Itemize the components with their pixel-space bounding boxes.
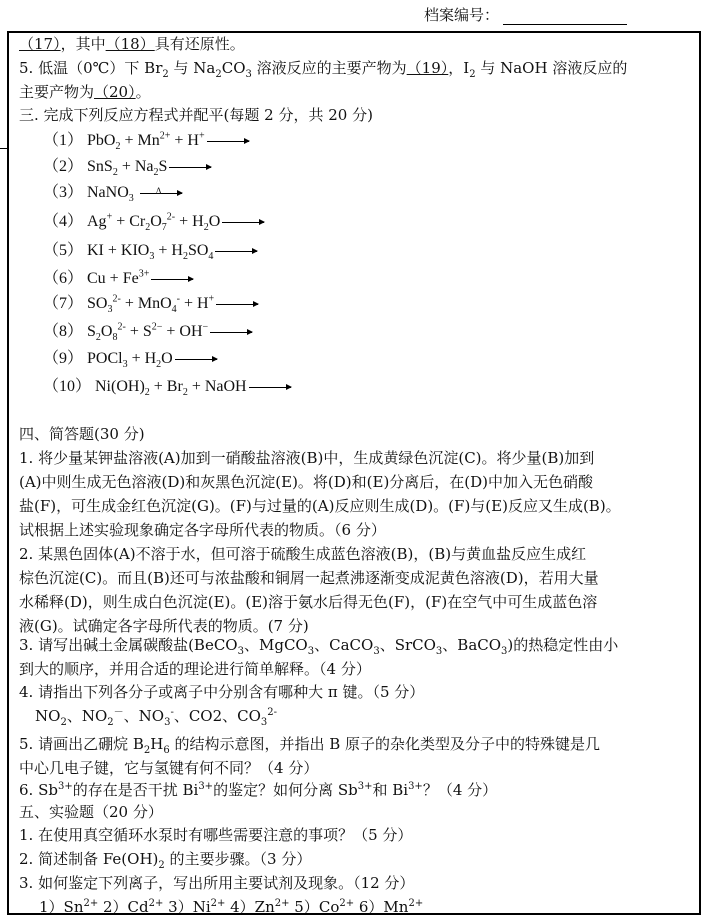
superscript: 2-	[267, 707, 278, 718]
text: 盐(F)，可生成金红色沉淀(G)。(F)与过量的(A)反应则生成(D)。(F)与(E)反应又生成(B)。	[19, 497, 621, 515]
subscript: 2	[215, 69, 222, 80]
section-4-line	[19, 658, 371, 680]
blank-18: （18）	[105, 35, 155, 53]
subscript: 2	[115, 141, 121, 153]
text: + Na	[117, 158, 154, 175]
superscript: 3+	[138, 268, 150, 280]
superscript: 2+	[210, 898, 226, 909]
subscript: 2	[144, 387, 150, 399]
section-4-line	[19, 733, 600, 755]
section-4-line	[19, 779, 497, 801]
text: 2. 某黑色固体(A)不溶于水，但可溶于硫酸生成蓝色溶液(B)，(B)与黄血盐反应生成红	[19, 545, 587, 563]
section-5-title: 五、实验题（20 分）	[19, 803, 163, 821]
text: 与 NaOH 溶液反应的	[475, 59, 628, 77]
reaction-arrow-icon	[207, 141, 249, 142]
text: 3. 请写出碱土金属碳酸盐(BeCO	[19, 636, 238, 654]
superscript: 2-	[117, 321, 126, 333]
question-5-line-1	[19, 57, 627, 79]
superscript: 2+	[408, 898, 424, 909]
superscript: 3+	[408, 781, 423, 792]
subscript: 4	[208, 251, 214, 263]
subscript: 2	[182, 387, 188, 399]
superscript: 2+	[339, 898, 355, 909]
subscript: 2	[203, 222, 209, 234]
section-4-line	[19, 471, 593, 493]
text: + H	[179, 295, 209, 312]
subscript: 2	[158, 860, 165, 871]
superscript: 2−	[151, 321, 163, 333]
answer-blank: （20）	[94, 83, 136, 101]
heat-symbol: Δ	[155, 185, 162, 196]
subscript: 2	[143, 745, 151, 756]
text: 3）Ni	[163, 898, 211, 916]
text: SO	[187, 242, 209, 259]
text: + NaOH	[187, 378, 247, 395]
text: 5）Co	[289, 898, 340, 916]
reaction-arrow-icon	[151, 279, 193, 280]
subscript: 3	[128, 193, 134, 205]
text: + H	[175, 213, 204, 230]
subscript: 6	[163, 745, 170, 756]
reaction-arrow-icon	[169, 167, 211, 168]
text: 5. 低温（0℃）下 Br	[19, 59, 163, 77]
text: 到大的顺序，并用合适的理论进行简单解释。（4 分）	[19, 660, 371, 678]
reaction-arrow-icon	[175, 359, 217, 360]
subscript: 2	[107, 717, 114, 728]
superscript: +	[208, 293, 215, 305]
text: （9） POCl	[43, 350, 123, 367]
text: 3. 如何鉴定下列离子，写出所用主要试剂及现象。（12 分）	[19, 874, 415, 892]
text: 棕色沉淀(C)。而且(B)还可与浓盐酸和铜屑一起煮沸逐渐变成泥黄色溶液(D)，若用大量	[19, 569, 599, 587]
text: 、CO2、CO	[173, 707, 261, 725]
text: （3） NaNO	[43, 184, 129, 201]
text: 中心几电子键，它与氢键有何不同？（4 分）	[19, 759, 319, 777]
text: ？（4 分）	[422, 781, 498, 799]
text: 液(G)。试确定各字母所代表的物质。(7 分)	[19, 617, 309, 635]
text: 、BaCO	[442, 636, 502, 654]
subscript: 3	[107, 304, 113, 316]
section-5-line	[39, 896, 423, 918]
section-4-line	[35, 705, 277, 727]
text: + H	[127, 350, 157, 367]
subscript: 3	[122, 359, 128, 371]
subscript: 3	[149, 251, 155, 263]
text: （10） Ni(OH)	[43, 378, 145, 395]
section-4-line	[19, 495, 621, 517]
archive-number	[424, 4, 627, 25]
section-4-line	[19, 591, 597, 613]
text: + OH	[162, 323, 203, 340]
subscript: 3	[237, 646, 244, 657]
equation-4	[43, 211, 264, 233]
text: 。	[135, 83, 151, 101]
text: （7） SO	[43, 295, 108, 312]
section-5-line	[19, 872, 414, 894]
text	[134, 184, 138, 201]
text: + Cr	[112, 213, 146, 230]
superscript: 2+	[148, 898, 164, 909]
subscript: 3	[307, 646, 315, 657]
section-4-line	[19, 447, 594, 469]
superscript: 2+	[274, 898, 290, 909]
subscript: 7	[161, 222, 167, 234]
text: 2）Cd	[98, 898, 149, 916]
subscript: 2	[469, 69, 476, 80]
answer-blank: （19）	[406, 59, 449, 77]
section-4-line	[19, 543, 586, 565]
text: + S	[125, 323, 152, 340]
text: ，I	[448, 59, 470, 77]
section-4-line	[19, 634, 618, 656]
reaction-arrow-icon	[215, 251, 257, 252]
text: 4）Zn	[225, 898, 275, 916]
equation-7	[43, 293, 258, 315]
section-4-title: 四、简答题(30 分)	[19, 425, 145, 443]
section-4-line	[19, 567, 599, 589]
text: 、NO	[123, 707, 165, 725]
question-5-line-2	[19, 81, 151, 103]
text: （8） S	[43, 323, 96, 340]
text: 1. 在使用真空循环水泵时有哪些需要注意的事项？（5 分）	[19, 826, 413, 844]
text: (A)中则生成无色溶液(D)和灰黑色沉淀(E)。将(D)和(E)分离后，在(D)中加入无色硝酸	[19, 473, 594, 491]
superscript: -	[170, 707, 174, 718]
text: 、SrCO	[379, 636, 436, 654]
reaction-arrow-icon	[249, 387, 291, 388]
equation-8	[43, 321, 252, 343]
text: 的鉴定？如何分离 Sb	[213, 781, 358, 799]
text: （1） PbO	[43, 132, 116, 149]
section-5-line	[19, 848, 311, 870]
section-3-title: 三. 完成下列反应方程式并配平(每题 2 分，共 20 分)	[19, 106, 373, 124]
text: 、NO	[66, 707, 108, 725]
reaction-arrow-icon	[140, 185, 182, 196]
equation-1	[43, 130, 249, 152]
text: 6. Sb	[19, 781, 58, 799]
exam-content-frame	[7, 31, 701, 915]
text: 2. 简述制备 Fe(OH)	[19, 850, 159, 868]
subscript: 2	[182, 251, 188, 263]
text: O	[208, 213, 221, 230]
equation-6	[43, 268, 193, 290]
archive-number-blank	[503, 8, 627, 25]
subscript: 3	[260, 717, 268, 728]
superscript: 2+	[159, 130, 171, 142]
text: （2） SnS	[43, 158, 113, 175]
text: 5. 请画出乙硼烷 B	[19, 735, 144, 753]
equation-10	[43, 376, 291, 398]
subscript: 2	[162, 69, 169, 80]
equation-3	[43, 182, 182, 204]
text: 6）Mn	[354, 898, 409, 916]
subscript: 2	[145, 222, 151, 234]
text: 与 Na	[168, 59, 216, 77]
section-4-line	[19, 519, 386, 541]
text: CO	[221, 59, 246, 77]
text: H	[150, 735, 164, 753]
subscript: 2	[153, 167, 159, 179]
subscript: 3	[245, 69, 252, 80]
text: （6） Cu + Fe	[43, 270, 139, 287]
subscript: 3	[164, 717, 171, 728]
reaction-arrow-icon	[222, 222, 264, 223]
archive-number-label: 档案编号：	[424, 6, 500, 24]
text: O	[100, 323, 113, 340]
text: 、CaCO	[314, 636, 374, 654]
subscript: 3	[501, 646, 508, 657]
superscript: -	[176, 293, 180, 305]
subscript: 2	[112, 167, 118, 179]
subscript: 8	[112, 332, 118, 344]
text: + MnO	[120, 295, 172, 312]
text: 、MgCO	[243, 636, 308, 654]
section-4-line	[19, 757, 318, 779]
text: （4） Ag	[43, 213, 107, 230]
text: + H	[170, 132, 199, 149]
text: O	[150, 213, 162, 230]
superscript: 2+	[83, 898, 99, 909]
subscript: 2	[60, 717, 67, 728]
text: ，其中	[60, 35, 106, 53]
equation-9	[43, 348, 217, 370]
text: + Mn	[120, 132, 160, 149]
text: + Br	[149, 378, 183, 395]
section-4-line	[19, 681, 424, 703]
superscript: 2-	[112, 293, 121, 305]
text: + H	[154, 242, 183, 259]
reaction-arrow-icon	[216, 304, 258, 305]
superscript: 3+	[57, 781, 73, 792]
subscript: 3	[435, 646, 443, 657]
subscript: 2	[156, 359, 162, 371]
superscript: +	[198, 130, 205, 142]
text: )的热稳定性由小	[507, 636, 619, 654]
superscript: －	[113, 707, 124, 718]
text: 的主要步骤。（3 分）	[164, 850, 312, 868]
text: 4. 请指出下列各分子或离子中分别含有哪种大 π 键。（5 分）	[19, 683, 425, 701]
text: 和 Bi	[372, 781, 409, 799]
equation-5	[43, 240, 257, 262]
subscript: 3	[373, 646, 380, 657]
text: 的结构示意图，并指出 B 原子的杂化类型及分子中的特殊键是几	[169, 735, 601, 753]
superscript: +	[106, 211, 113, 223]
text: 水稀释(D)，则生成白色沉淀(E)。(E)溶于氨水后得无色(F)，(F)在空气中可生成蓝色溶	[19, 593, 598, 611]
section-5-line	[19, 824, 412, 846]
text: 溶液反应的主要产物为	[251, 59, 407, 77]
text: 试根据上述实验现象确定各字母所代表的物质。（6 分）	[19, 521, 386, 539]
superscript: 3+	[198, 781, 214, 792]
blank-17: （17）	[19, 35, 61, 53]
text: 1. 将少量某钾盐溶液(A)加到一硝酸盐溶液(B)中，生成黄绿色沉淀(C)。将少量(B)加到	[19, 449, 595, 467]
subscript: 2	[95, 332, 101, 344]
text: （5） KI + KIO	[43, 242, 150, 259]
text: S	[158, 158, 168, 175]
text: 1）Sn	[39, 898, 84, 916]
text: O	[161, 350, 173, 367]
text: 具有还原性。	[154, 35, 245, 53]
subscript: 4	[171, 304, 177, 316]
superscript: 2-	[166, 211, 176, 223]
text: 主要产物为	[19, 83, 95, 101]
equation-2	[43, 156, 211, 178]
text: 的存在是否干扰 Bi	[72, 781, 199, 799]
text: NO	[35, 707, 61, 725]
reaction-arrow-icon	[210, 332, 252, 333]
line-17-18	[19, 33, 245, 55]
superscript: 3+	[357, 781, 373, 792]
superscript: −	[202, 321, 209, 333]
